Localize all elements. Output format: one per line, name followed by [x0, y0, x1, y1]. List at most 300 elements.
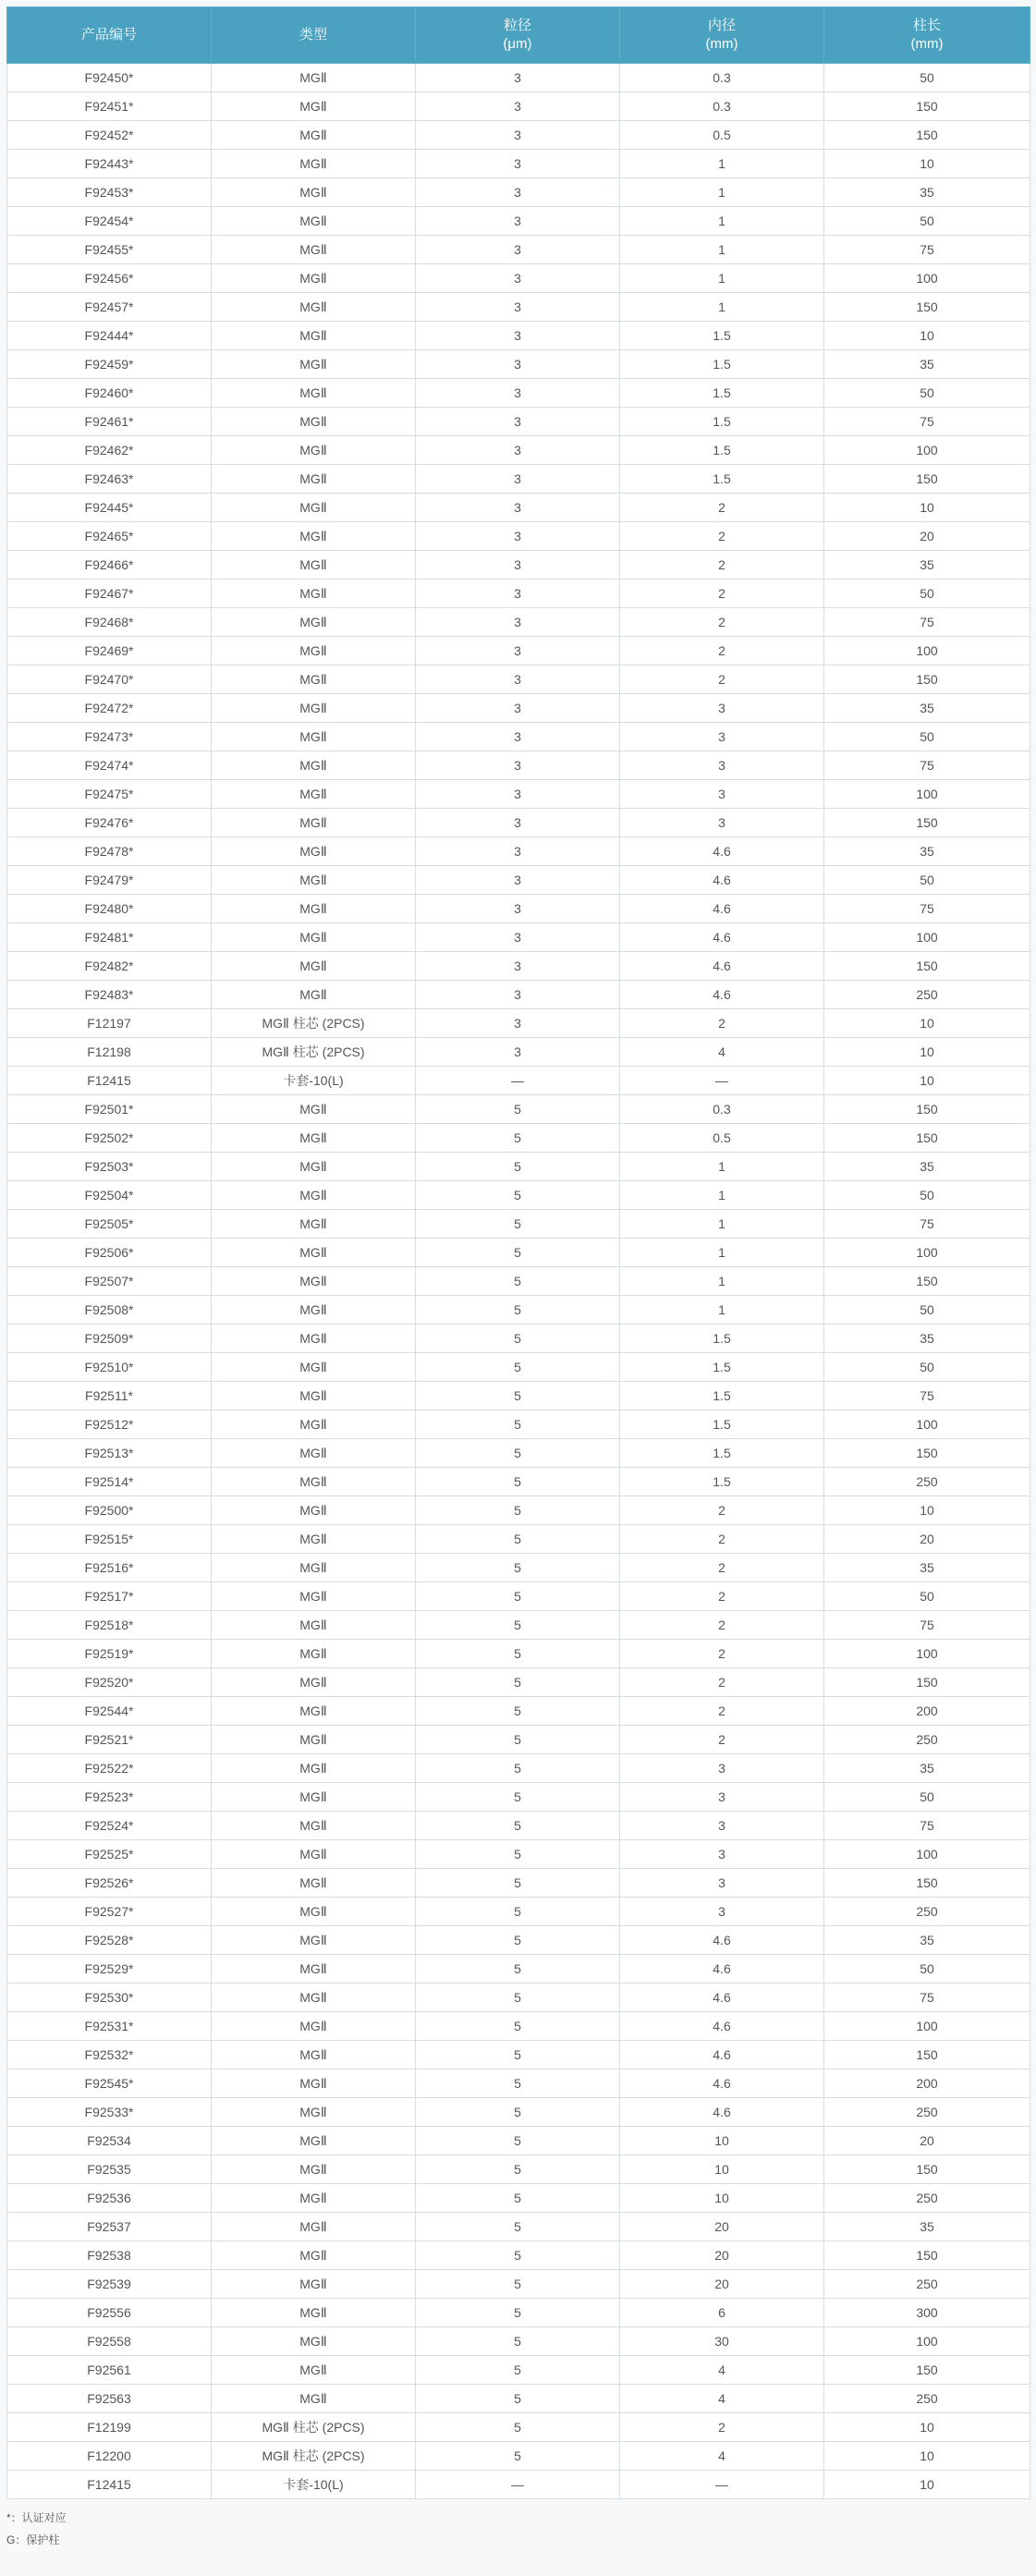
cell-type: MGⅡ	[212, 1984, 416, 2012]
cell-column-length: 10	[824, 494, 1030, 522]
table-row	[7, 322, 1030, 350]
cell-product-code: F12200	[7, 2442, 212, 2471]
cell-column-length: 50	[824, 1582, 1030, 1611]
cell-particle-size: 5	[416, 2442, 620, 2471]
cell-particle-size: 5	[416, 2155, 620, 2184]
cell-product-code: F92474*	[7, 751, 212, 780]
cell-type: MGⅡ	[212, 1840, 416, 1869]
cell-type: MGⅡ	[212, 1410, 416, 1439]
cell-type: 卡套-10(L)	[212, 2471, 416, 2499]
cell-particle-size: 5	[416, 1210, 620, 1239]
table-row	[7, 837, 1030, 866]
cell-inner-diameter: 20	[620, 2241, 824, 2270]
table-row	[7, 2098, 1030, 2127]
cell-type: MGⅡ	[212, 2356, 416, 2385]
cell-inner-diameter: 2	[620, 1611, 824, 1640]
cell-particle-size: 5	[416, 1267, 620, 1296]
header-product-code-label: 产品编号	[80, 27, 137, 43]
table-row	[7, 1181, 1030, 1210]
table-row	[7, 1754, 1030, 1783]
cell-particle-size: 3	[416, 837, 620, 866]
table-row	[7, 293, 1030, 322]
cell-particle-size: 5	[416, 1239, 620, 1267]
cell-column-length: 250	[824, 2385, 1030, 2413]
table-row	[7, 2413, 1030, 2442]
cell-particle-size: 5	[416, 1554, 620, 1582]
header-column-length-unit: (mm)	[910, 36, 944, 52]
cell-inner-diameter: 1.5	[620, 408, 824, 436]
cell-product-code: F92520*	[7, 1668, 212, 1697]
cell-inner-diameter: 3	[620, 1754, 824, 1783]
note-certified: *：认证对应	[6, 2511, 67, 2524]
cell-particle-size: 5	[416, 1697, 620, 1726]
cell-product-code: F92528*	[7, 1926, 212, 1955]
cell-inner-diameter: 1	[620, 1210, 824, 1239]
cell-particle-size: 5	[416, 2385, 620, 2413]
cell-product-code: F92443*	[7, 150, 212, 178]
table-row	[7, 637, 1030, 665]
table-row	[7, 408, 1030, 436]
cell-particle-size: 3	[416, 408, 620, 436]
cell-column-length: 50	[824, 64, 1030, 92]
table-row	[7, 207, 1030, 236]
cell-type: MGⅡ	[212, 1926, 416, 1955]
product-table-page	[6, 6, 1030, 2551]
cell-inner-diameter: 2	[620, 1554, 824, 1582]
cell-particle-size: 5	[416, 1726, 620, 1754]
cell-particle-size: 3	[416, 694, 620, 723]
table-row	[7, 1869, 1030, 1898]
cell-particle-size: 5	[416, 1984, 620, 2012]
cell-product-code: F92504*	[7, 1181, 212, 1210]
cell-type: MGⅡ 柱芯 (2PCS)	[212, 1009, 416, 1038]
cell-type: MGⅡ	[212, 2127, 416, 2155]
cell-inner-diameter: 1	[620, 293, 824, 322]
cell-product-code: F92545*	[7, 2069, 212, 2098]
cell-product-code: F92514*	[7, 1468, 212, 1496]
cell-type: MGⅡ	[212, 1697, 416, 1726]
cell-type: MGⅡ	[212, 637, 416, 665]
header-column-length	[824, 7, 1030, 64]
cell-particle-size: 5	[416, 2241, 620, 2270]
table-row	[7, 178, 1030, 207]
cell-type: MGⅡ	[212, 264, 416, 293]
cell-particle-size: 3	[416, 494, 620, 522]
table-row	[7, 2241, 1030, 2270]
cell-inner-diameter: 20	[620, 2270, 824, 2299]
cell-type: MGⅡ	[212, 952, 416, 981]
cell-type: MGⅡ	[212, 2041, 416, 2069]
table-row	[7, 1812, 1030, 1840]
cell-product-code: F92526*	[7, 1869, 212, 1898]
cell-product-code: F92457*	[7, 293, 212, 322]
cell-type: MGⅡ	[212, 379, 416, 408]
cell-product-code: F92470*	[7, 665, 212, 694]
cell-particle-size: 3	[416, 866, 620, 895]
cell-type: MGⅡ	[212, 1726, 416, 1754]
cell-particle-size: 3	[416, 551, 620, 580]
table-row	[7, 694, 1030, 723]
cell-column-length: 20	[824, 1525, 1030, 1554]
cell-column-length: 10	[824, 2471, 1030, 2499]
table-row	[7, 2155, 1030, 2184]
cell-product-code: F92527*	[7, 1898, 212, 1926]
cell-particle-size: 3	[416, 923, 620, 952]
cell-column-length: 150	[824, 92, 1030, 121]
cell-column-length: 200	[824, 1697, 1030, 1726]
cell-type: MGⅡ	[212, 1239, 416, 1267]
cell-product-code: F92507*	[7, 1267, 212, 1296]
cell-column-length: 10	[824, 1038, 1030, 1067]
cell-inner-diameter: 2	[620, 494, 824, 522]
cell-inner-diameter: 1	[620, 178, 824, 207]
cell-product-code: F92517*	[7, 1582, 212, 1611]
cell-inner-diameter: 2	[620, 608, 824, 637]
cell-column-length: 75	[824, 236, 1030, 264]
table-row	[7, 1439, 1030, 1468]
cell-particle-size: 5	[416, 2299, 620, 2327]
cell-column-length: 50	[824, 1296, 1030, 1325]
cell-particle-size: 5	[416, 1181, 620, 1210]
table-notes	[6, 2507, 1030, 2551]
cell-product-code: F92529*	[7, 1955, 212, 1984]
cell-inner-diameter: 10	[620, 2127, 824, 2155]
cell-column-length: 35	[824, 1153, 1030, 1181]
cell-product-code: F92468*	[7, 608, 212, 637]
cell-inner-diameter: 4.6	[620, 1955, 824, 1984]
cell-particle-size: 5	[416, 1525, 620, 1554]
cell-type: MGⅡ	[212, 2098, 416, 2127]
cell-product-code: F12199	[7, 2413, 212, 2442]
cell-particle-size: 3	[416, 751, 620, 780]
table-row	[7, 952, 1030, 981]
cell-product-code: F92478*	[7, 837, 212, 866]
cell-particle-size: 5	[416, 2270, 620, 2299]
cell-inner-diameter: 0.5	[620, 1124, 824, 1153]
table-row	[7, 1926, 1030, 1955]
table-row	[7, 1611, 1030, 1640]
cell-column-length: 100	[824, 923, 1030, 952]
cell-particle-size: 3	[416, 780, 620, 809]
table-row	[7, 1554, 1030, 1582]
cell-inner-diameter: 4.6	[620, 837, 824, 866]
cell-particle-size: 3	[416, 522, 620, 551]
cell-inner-diameter: 1.5	[620, 1468, 824, 1496]
cell-column-length: 35	[824, 1754, 1030, 1783]
cell-product-code: F92450*	[7, 64, 212, 92]
cell-inner-diameter: 1.5	[620, 1410, 824, 1439]
cell-type: MGⅡ	[212, 64, 416, 92]
table-row	[7, 1009, 1030, 1038]
table-row	[7, 1067, 1030, 1095]
cell-column-length: 10	[824, 1496, 1030, 1525]
cell-inner-diameter: 2	[620, 1009, 824, 1038]
cell-product-code: F92508*	[7, 1296, 212, 1325]
cell-particle-size: 5	[416, 1640, 620, 1668]
cell-product-code: F92463*	[7, 465, 212, 494]
cell-column-length: 75	[824, 895, 1030, 923]
cell-product-code: F92451*	[7, 92, 212, 121]
cell-particle-size: 5	[416, 1325, 620, 1353]
cell-type: MGⅡ	[212, 665, 416, 694]
cell-particle-size: 3	[416, 293, 620, 322]
table-row	[7, 2127, 1030, 2155]
table-row	[7, 2213, 1030, 2241]
cell-inner-diameter: 6	[620, 2299, 824, 2327]
cell-product-code: F92511*	[7, 1382, 212, 1410]
cell-column-length: 20	[824, 2127, 1030, 2155]
cell-product-code: F92483*	[7, 981, 212, 1009]
cell-particle-size: 3	[416, 1009, 620, 1038]
cell-type: MGⅡ	[212, 207, 416, 236]
cell-type: MGⅡ	[212, 837, 416, 866]
table-row	[7, 522, 1030, 551]
table-row	[7, 1697, 1030, 1726]
cell-inner-diameter: 2	[620, 1525, 824, 1554]
cell-inner-diameter: 1	[620, 207, 824, 236]
cell-product-code: F92460*	[7, 379, 212, 408]
cell-column-length: 100	[824, 436, 1030, 465]
cell-product-code: F92500*	[7, 1496, 212, 1525]
cell-product-code: F92509*	[7, 1325, 212, 1353]
cell-inner-diameter: 3	[620, 809, 824, 837]
table-row	[7, 809, 1030, 837]
cell-column-length: 50	[824, 1353, 1030, 1382]
cell-type: MGⅡ	[212, 236, 416, 264]
cell-type: MGⅡ	[212, 1611, 416, 1640]
cell-inner-diameter: 1	[620, 1239, 824, 1267]
cell-inner-diameter: 4	[620, 2356, 824, 2385]
cell-inner-diameter: 4.6	[620, 952, 824, 981]
cell-product-code: F92531*	[7, 2012, 212, 2041]
cell-column-length: 50	[824, 1783, 1030, 1812]
cell-inner-diameter: 0.3	[620, 92, 824, 121]
cell-product-code: F92521*	[7, 1726, 212, 1754]
cell-inner-diameter: —	[620, 1067, 824, 1095]
table-row	[7, 2471, 1030, 2499]
cell-particle-size: —	[416, 1067, 620, 1095]
cell-particle-size: 3	[416, 264, 620, 293]
cell-type: MGⅡ	[212, 522, 416, 551]
cell-product-code: F92512*	[7, 1410, 212, 1439]
table-row	[7, 121, 1030, 150]
cell-inner-diameter: 1	[620, 150, 824, 178]
table-row	[7, 1726, 1030, 1754]
cell-inner-diameter: 1.5	[620, 379, 824, 408]
cell-particle-size: 3	[416, 465, 620, 494]
cell-column-length: 100	[824, 1840, 1030, 1869]
cell-inner-diameter: 1.5	[620, 436, 824, 465]
cell-type: MGⅡ	[212, 780, 416, 809]
cell-product-code: F92536	[7, 2184, 212, 2213]
cell-product-code: F92454*	[7, 207, 212, 236]
cell-particle-size: 5	[416, 1468, 620, 1496]
cell-column-length: 150	[824, 2241, 1030, 2270]
cell-product-code: F92479*	[7, 866, 212, 895]
cell-column-length: 50	[824, 379, 1030, 408]
cell-inner-diameter: 1.5	[620, 1382, 824, 1410]
table-row	[7, 1325, 1030, 1353]
cell-particle-size: 3	[416, 64, 620, 92]
cell-inner-diameter: 0.5	[620, 121, 824, 150]
cell-column-length: 75	[824, 1812, 1030, 1840]
cell-particle-size: 5	[416, 2098, 620, 2127]
cell-column-length: 150	[824, 121, 1030, 150]
cell-particle-size: 3	[416, 121, 620, 150]
cell-particle-size: 5	[416, 1124, 620, 1153]
cell-type: MGⅡ	[212, 694, 416, 723]
cell-inner-diameter: 2	[620, 551, 824, 580]
cell-particle-size: 3	[416, 92, 620, 121]
table-row	[7, 1353, 1030, 1382]
cell-column-length: 150	[824, 293, 1030, 322]
cell-type: MGⅡ	[212, 923, 416, 952]
cell-inner-diameter: 3	[620, 751, 824, 780]
cell-column-length: 10	[824, 322, 1030, 350]
header-type	[212, 7, 416, 64]
cell-inner-diameter: 3	[620, 694, 824, 723]
cell-column-length: 50	[824, 723, 1030, 751]
cell-product-code: F92472*	[7, 694, 212, 723]
cell-particle-size: 5	[416, 1840, 620, 1869]
cell-inner-diameter: 3	[620, 1840, 824, 1869]
cell-column-length: 75	[824, 608, 1030, 637]
cell-column-length: 100	[824, 1410, 1030, 1439]
table-row	[7, 1840, 1030, 1869]
cell-particle-size: 3	[416, 322, 620, 350]
cell-particle-size: 3	[416, 379, 620, 408]
cell-type: MGⅡ	[212, 465, 416, 494]
table-row	[7, 379, 1030, 408]
cell-type: MGⅡ	[212, 436, 416, 465]
cell-product-code: F92453*	[7, 178, 212, 207]
cell-column-length: 50	[824, 1955, 1030, 1984]
table-row	[7, 350, 1030, 379]
table-row	[7, 551, 1030, 580]
table-row	[7, 665, 1030, 694]
cell-inner-diameter: 1	[620, 1181, 824, 1210]
cell-column-length: 35	[824, 551, 1030, 580]
table-row	[7, 866, 1030, 895]
cell-product-code: F92481*	[7, 923, 212, 952]
cell-column-length: 20	[824, 522, 1030, 551]
cell-particle-size: 5	[416, 1296, 620, 1325]
cell-column-length: 35	[824, 350, 1030, 379]
table-row	[7, 150, 1030, 178]
cell-type: MGⅡ	[212, 1325, 416, 1353]
cell-type: MGⅡ	[212, 322, 416, 350]
cell-product-code: F92473*	[7, 723, 212, 751]
table-row	[7, 264, 1030, 293]
table-row	[7, 2442, 1030, 2471]
cell-particle-size: 5	[416, 1611, 620, 1640]
cell-particle-size: 5	[416, 2356, 620, 2385]
cell-column-length: 75	[824, 751, 1030, 780]
cell-column-length: 100	[824, 1239, 1030, 1267]
cell-inner-diameter: 1	[620, 1153, 824, 1181]
cell-type: MGⅡ	[212, 1812, 416, 1840]
table-row	[7, 1153, 1030, 1181]
cell-column-length: 150	[824, 2155, 1030, 2184]
table-row	[7, 1496, 1030, 1525]
cell-inner-diameter: 2	[620, 665, 824, 694]
cell-product-code: F92462*	[7, 436, 212, 465]
cell-particle-size: 5	[416, 2127, 620, 2155]
cell-type: MGⅡ	[212, 1468, 416, 1496]
table-row	[7, 1898, 1030, 1926]
table-row	[7, 1239, 1030, 1267]
cell-inner-diameter: 4	[620, 2385, 824, 2413]
cell-product-code: F92455*	[7, 236, 212, 264]
cell-type: MGⅡ	[212, 92, 416, 121]
cell-type: MGⅡ 柱芯 (2PCS)	[212, 2413, 416, 2442]
cell-type: MGⅡ	[212, 2327, 416, 2356]
table-row	[7, 1525, 1030, 1554]
cell-type: MGⅡ	[212, 408, 416, 436]
cell-column-length: 35	[824, 2213, 1030, 2241]
cell-type: MGⅡ	[212, 1582, 416, 1611]
cell-type: MGⅡ	[212, 895, 416, 923]
cell-column-length: 10	[824, 150, 1030, 178]
header-particle-size-unit: (μm)	[503, 36, 532, 52]
cell-product-code: F92505*	[7, 1210, 212, 1239]
cell-product-code: F92459*	[7, 350, 212, 379]
cell-type: MGⅡ	[212, 2012, 416, 2041]
cell-inner-diameter: 3	[620, 1812, 824, 1840]
cell-inner-diameter: 10	[620, 2184, 824, 2213]
cell-column-length: 10	[824, 1067, 1030, 1095]
note-guard-column: G：保护柱	[6, 2533, 60, 2546]
cell-type: MGⅡ	[212, 2299, 416, 2327]
table-row	[7, 1984, 1030, 2012]
cell-type: MGⅡ	[212, 1496, 416, 1525]
cell-product-code: F92467*	[7, 580, 212, 608]
cell-column-length: 35	[824, 694, 1030, 723]
cell-inner-diameter: 30	[620, 2327, 824, 2356]
cell-particle-size: 5	[416, 2012, 620, 2041]
cell-column-length: 250	[824, 2098, 1030, 2127]
cell-particle-size: 5	[416, 1382, 620, 1410]
cell-inner-diameter: 1	[620, 236, 824, 264]
cell-product-code: F92515*	[7, 1525, 212, 1554]
cell-type: MGⅡ	[212, 580, 416, 608]
cell-product-code: F92558	[7, 2327, 212, 2356]
cell-column-length: 100	[824, 264, 1030, 293]
table-header-row	[7, 7, 1030, 64]
table-row	[7, 751, 1030, 780]
cell-product-code: F92522*	[7, 1754, 212, 1783]
cell-product-code: F92523*	[7, 1783, 212, 1812]
cell-product-code: F92513*	[7, 1439, 212, 1468]
table-row	[7, 780, 1030, 809]
cell-column-length: 150	[824, 1439, 1030, 1468]
cell-inner-diameter: 3	[620, 723, 824, 751]
cell-inner-diameter: 1.5	[620, 1325, 824, 1353]
cell-inner-diameter: 3	[620, 780, 824, 809]
cell-type: MGⅡ	[212, 178, 416, 207]
table-row	[7, 2184, 1030, 2213]
cell-inner-diameter: 2	[620, 637, 824, 665]
cell-product-code: F92466*	[7, 551, 212, 580]
cell-product-code: F92519*	[7, 1640, 212, 1668]
cell-particle-size: 3	[416, 809, 620, 837]
cell-particle-size: 3	[416, 150, 620, 178]
cell-type: MGⅡ	[212, 866, 416, 895]
cell-particle-size: 3	[416, 665, 620, 694]
cell-type: MGⅡ	[212, 1668, 416, 1697]
cell-column-length: 50	[824, 866, 1030, 895]
cell-type: MGⅡ	[212, 2385, 416, 2413]
